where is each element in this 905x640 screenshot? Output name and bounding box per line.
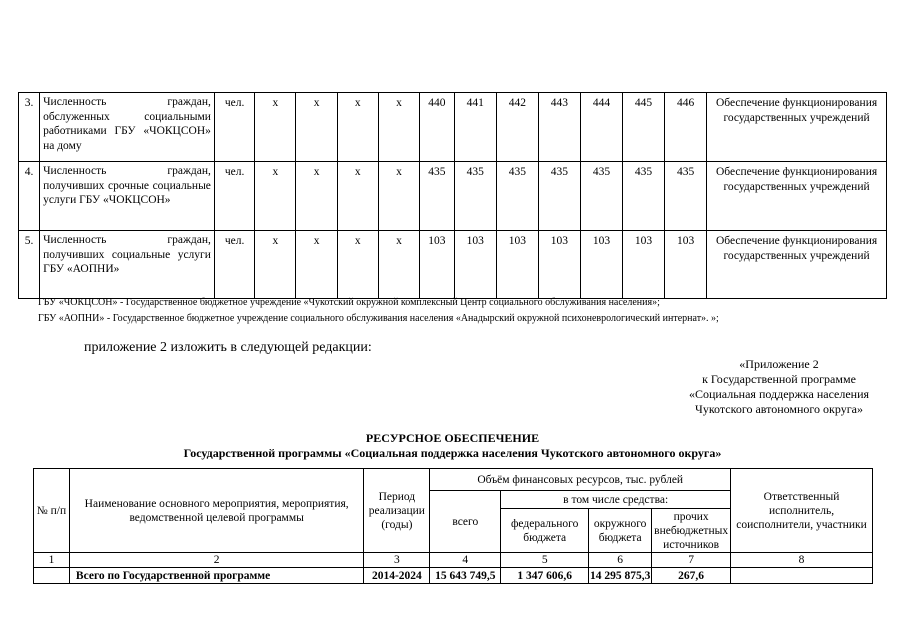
value-cell: 435	[496, 162, 538, 231]
value-cell: 444	[580, 93, 622, 162]
value-cell: 103	[454, 231, 496, 299]
header-responsible: Ответственный исполнитель, соисполнители, участники	[731, 469, 873, 553]
indicator-row	[19, 231, 887, 299]
colnum-cell: 2	[69, 553, 363, 568]
value-cell: 103	[420, 231, 455, 299]
colnum-cell: 3	[364, 553, 430, 568]
colnum-cell: 6	[589, 553, 652, 568]
total-row-name: Всего по Государственной программе	[69, 568, 363, 584]
value-cell: х	[378, 93, 419, 162]
section-subtitle: Государственной программы «Социальная поддержка населения Чукотского автономного округа»	[183, 446, 722, 460]
colnum-cell: 1	[34, 553, 70, 568]
value-cell: 103	[665, 231, 707, 299]
value-cell: х	[255, 93, 296, 162]
value-cell: 442	[496, 93, 538, 162]
total-row-num	[34, 568, 70, 584]
appendix-line: «Социальная поддержка населения	[688, 387, 870, 401]
result-cell: Обеспечение функционирования государственных учреждений	[707, 162, 887, 231]
row-number: 5.	[19, 231, 40, 299]
value-cell: х	[255, 231, 296, 299]
appendix-header	[664, 357, 894, 417]
indicators-table	[18, 92, 887, 299]
header-volume: Объём финансовых ресурсов, тыс. рублей	[430, 469, 731, 491]
row-number: 3.	[19, 93, 40, 162]
appendix-line: «Приложение 2	[739, 357, 819, 371]
total-row-federal: 1 347 606,6	[501, 568, 589, 584]
result-cell: Обеспечение функционирования государственных учреждений	[707, 93, 887, 162]
colnum-cell: 7	[652, 553, 731, 568]
value-cell: 445	[623, 93, 665, 162]
value-cell: 103	[496, 231, 538, 299]
value-cell: 435	[665, 162, 707, 231]
total-row-total: 15 643 749,5	[430, 568, 501, 584]
value-cell: 440	[420, 93, 455, 162]
value-cell: х	[337, 162, 378, 231]
value-cell: х	[378, 162, 419, 231]
value-cell: 435	[420, 162, 455, 231]
value-cell: 435	[623, 162, 665, 231]
total-row-period: 2014-2024	[364, 568, 430, 584]
unit-cell: чел.	[214, 162, 254, 231]
unit-cell: чел.	[214, 231, 254, 299]
header-total: всего	[430, 491, 501, 553]
value-cell: 443	[538, 93, 580, 162]
total-row-responsible	[731, 568, 873, 584]
header-including: в том числе средства:	[501, 491, 731, 509]
value-cell: 435	[454, 162, 496, 231]
value-cell: 103	[623, 231, 665, 299]
header-name: Наименование основного мероприятия, мероприятия, ведомственной целевой программы	[69, 469, 363, 553]
value-cell: 435	[538, 162, 580, 231]
appendix-line: к Государственной программе	[702, 372, 856, 386]
value-cell: х	[337, 231, 378, 299]
colnum-cell: 8	[731, 553, 873, 568]
indicator-row	[19, 162, 887, 231]
header-num: № п/п	[34, 469, 70, 553]
value-cell: х	[296, 231, 337, 299]
indicator-name: Численность граждан, получивших социальные услуги ГБУ «АОПНИ»	[40, 231, 215, 299]
value-cell: 103	[580, 231, 622, 299]
value-cell: х	[378, 231, 419, 299]
total-row-other: 267,6	[652, 568, 731, 584]
total-row-district: 14 295 875,3	[589, 569, 651, 582]
indicator-name: Численность граждан, получивших срочные социальные услуги ГБУ «ЧОКЦСОН»	[40, 162, 215, 231]
value-cell: х	[296, 162, 337, 231]
section-title: РЕСУРСНОЕ ОБЕСПЕЧЕНИЕ	[365, 431, 540, 445]
colnum-cell: 4	[430, 553, 501, 568]
header-federal: федерального бюджета	[501, 509, 589, 553]
value-cell: 441	[454, 93, 496, 162]
value-cell: х	[255, 162, 296, 231]
appendix-line: Чукотского автономного округа»	[695, 402, 863, 416]
value-cell: х	[296, 93, 337, 162]
indicator-row	[19, 93, 887, 162]
intro-text: приложение 2 изложить в следующей редакции:	[84, 340, 372, 355]
unit-cell: чел.	[214, 93, 254, 162]
value-cell: х	[337, 93, 378, 162]
result-cell: Обеспечение функционирования государственных учреждений	[707, 231, 887, 299]
value-cell: 435	[580, 162, 622, 231]
resources-table	[33, 468, 873, 584]
header-period: Период реализации (годы)	[364, 469, 430, 553]
row-number: 4.	[19, 162, 40, 231]
header-other: прочих внебюджетных источников	[652, 509, 731, 553]
footnote-aopni: ГБУ «АОПНИ» - Государственное бюджетное учреждение социального обслуживания населения «Анадырский окружной психоневрологический интернат». »;	[38, 313, 719, 324]
footnote-chokcson: ГБУ «ЧОКЦСОН» - Государственное бюджетное учреждение «Чукотский окружной комплексный Центр социального обслуживания населения»;	[38, 297, 660, 308]
indicator-name: Численность граждан, обслуженных социальными работниками ГБУ «ЧОКЦСОН» на дому	[40, 93, 215, 162]
header-district: окружного бюджета	[589, 509, 652, 553]
colnum-cell: 5	[501, 553, 589, 568]
value-cell: 446	[665, 93, 707, 162]
value-cell: 103	[538, 231, 580, 299]
